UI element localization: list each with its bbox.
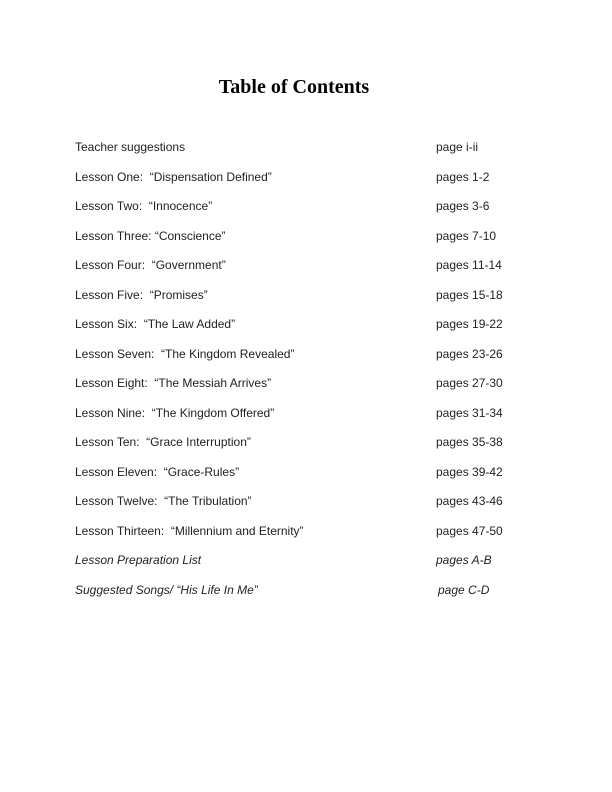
toc-entry-pages: pages 1-2 bbox=[436, 169, 490, 184]
page-title: Table of Contents bbox=[218, 76, 370, 98]
toc-entry-label: Lesson Preparation List bbox=[75, 553, 202, 567]
toc-entry-label: Lesson Twelve: “The Tribulation” bbox=[75, 494, 252, 508]
toc-entry-label: Lesson Three: “Conscience” bbox=[75, 228, 226, 243]
toc-entry-pages: pages 27-30 bbox=[436, 376, 503, 390]
toc-entry-pages: page i-ii bbox=[436, 140, 479, 154]
toc-entry bbox=[75, 583, 535, 613]
toc-entry-label: Lesson Nine: “The Kingdom Offered” bbox=[75, 405, 275, 420]
toc-entry-label: Lesson Two: “Innocence” bbox=[75, 199, 213, 213]
toc-entry-pages: pages 47-50 bbox=[436, 523, 503, 538]
toc-entry-pages: pages 43-46 bbox=[436, 494, 503, 508]
toc-entry bbox=[75, 317, 535, 347]
toc-entry-pages: pages 11-14 bbox=[436, 258, 502, 272]
toc-entry-pages: pages 31-34 bbox=[436, 405, 503, 420]
toc-entry-label: Lesson Eleven: “Grace-Rules” bbox=[75, 464, 240, 479]
toc-entry bbox=[75, 140, 535, 170]
toc-entry bbox=[75, 288, 535, 318]
toc-entry bbox=[75, 258, 535, 288]
toc-entry-label: Lesson One: “Dispensation Defined” bbox=[75, 169, 272, 184]
toc-entry-pages: pages 15-18 bbox=[436, 287, 503, 302]
toc-entry-pages: pages 7-10 bbox=[436, 228, 497, 243]
toc-entry bbox=[75, 406, 535, 436]
toc-entry bbox=[75, 524, 535, 554]
toc-entry-pages: pages 3-6 bbox=[436, 199, 490, 213]
toc-entry-pages: pages 23-26 bbox=[436, 346, 503, 361]
toc-entry-pages: pages A-B bbox=[436, 553, 492, 567]
toc-entry bbox=[75, 229, 535, 259]
toc-entry-label: Lesson Eight: “The Messiah Arrives” bbox=[75, 376, 272, 390]
toc-entry-label: Lesson Seven: “The Kingdom Revealed” bbox=[75, 346, 295, 361]
toc-entry-pages: page C-D bbox=[438, 582, 490, 597]
table-of-contents bbox=[75, 140, 535, 612]
toc-entry bbox=[75, 494, 535, 524]
toc-entry-label: Lesson Ten: “Grace Interruption” bbox=[75, 435, 251, 449]
toc-entry-label: Lesson Four: “Government” bbox=[75, 258, 226, 272]
toc-entry-label: Lesson Thirteen: “Millennium and Eternity” bbox=[75, 523, 304, 538]
toc-entry-label: Lesson Six: “The Law Added” bbox=[75, 317, 236, 331]
toc-entry bbox=[75, 465, 535, 495]
toc-entry-label: Suggested Songs/ “His Life In Me” bbox=[75, 582, 258, 597]
toc-entry-pages: pages 39-42 bbox=[436, 464, 503, 479]
toc-entry bbox=[75, 435, 535, 465]
toc-entry-label: Lesson Five: “Promises” bbox=[75, 287, 208, 302]
toc-entry bbox=[75, 170, 535, 200]
toc-entry-pages: pages 19-22 bbox=[436, 317, 503, 331]
toc-entry-label: Teacher suggestions bbox=[75, 140, 186, 154]
toc-entry-pages: pages 35-38 bbox=[436, 435, 503, 449]
toc-entry bbox=[75, 199, 535, 229]
toc-entry bbox=[75, 553, 535, 583]
toc-entry bbox=[75, 376, 535, 406]
toc-entry bbox=[75, 347, 535, 377]
